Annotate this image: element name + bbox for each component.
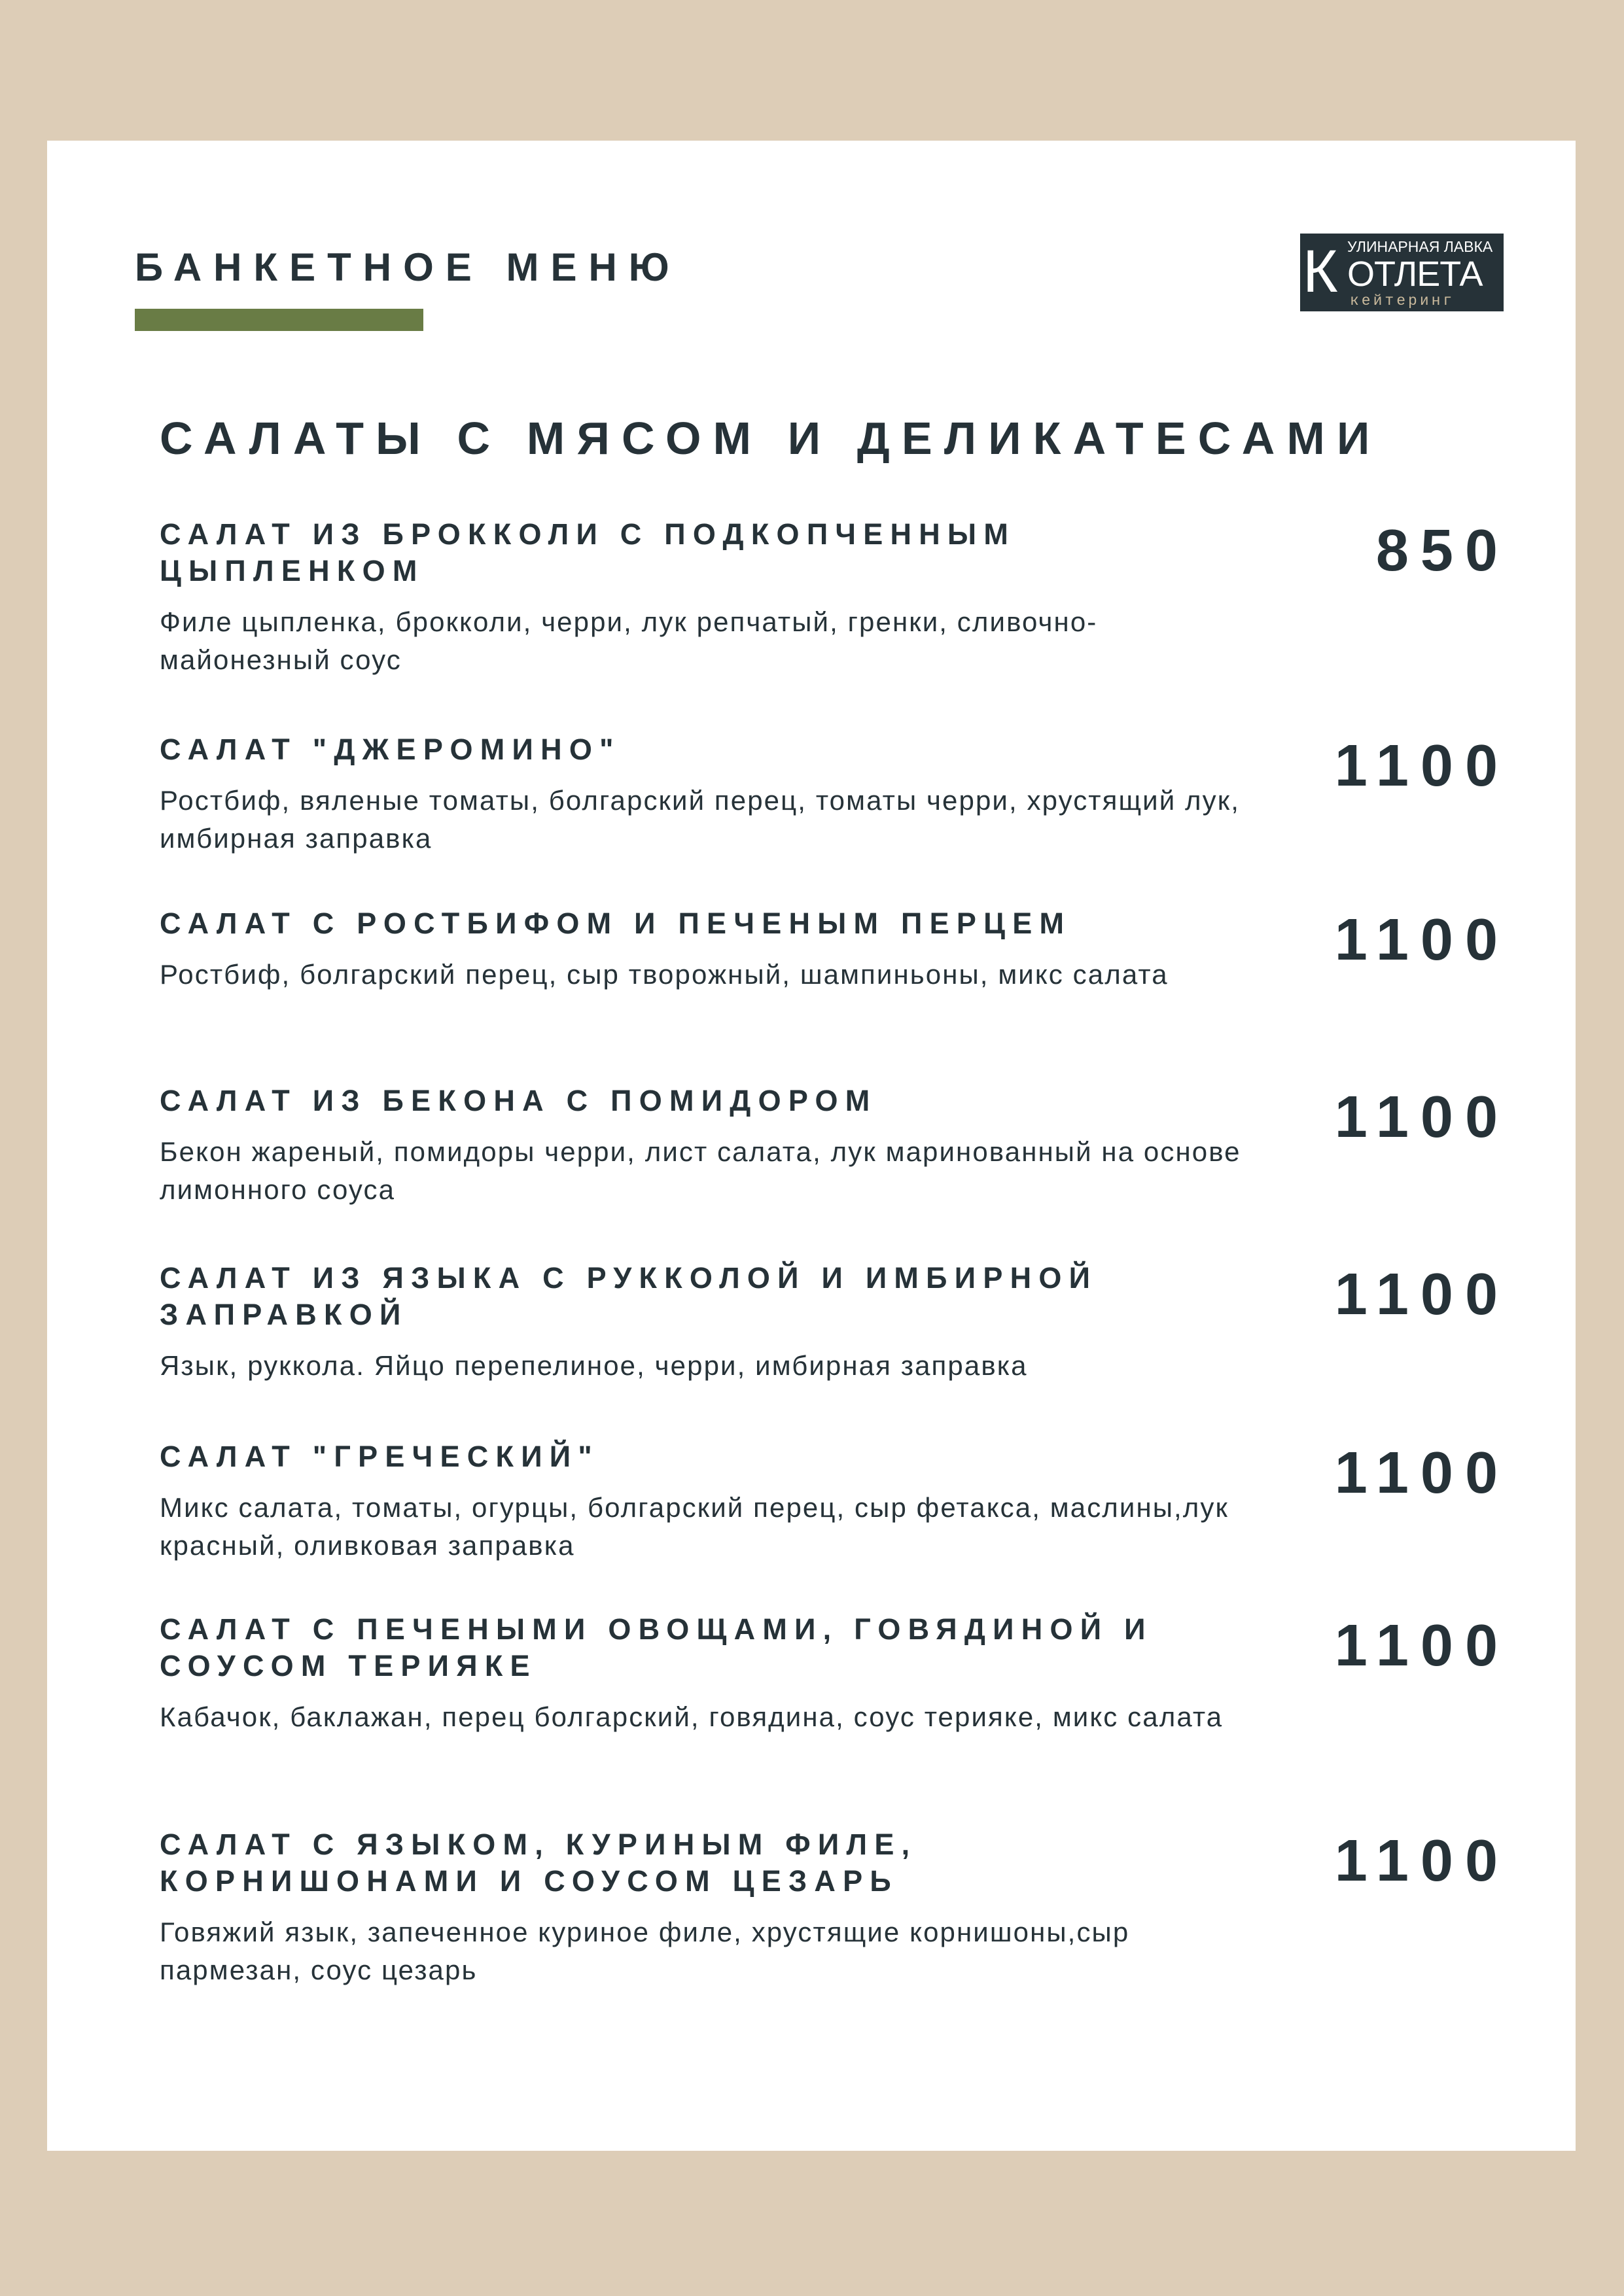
menu-item [160, 1438, 1509, 1565]
menu-item [160, 1826, 1509, 1989]
logo-top-line: УЛИНАРНАЯ ЛАВКА [1347, 238, 1493, 255]
item-name: САЛАТ ИЗ БЕКОНА С ПОМИДОРОМ [160, 1084, 877, 1117]
item-name: САЛАТ "ДЖЕРОМИНО" [160, 733, 621, 766]
logo-big-letter: К [1303, 238, 1338, 305]
menu-item [160, 1611, 1509, 1736]
item-name: САЛАТ ИЗ БРОККОЛИ С ПОДКОПЧЕННЫМ ЦЫПЛЕНКОМ [160, 517, 1016, 587]
logo-sub: кейтеринг [1350, 292, 1455, 309]
item-price: 1100 [1334, 1440, 1509, 1506]
item-description: Язык, руккола. Яйцо перепелиное, черри, имбирная заправка [160, 1350, 1028, 1381]
menu-item [160, 731, 1509, 858]
item-name: САЛАТ С РОСТБИФОМ И ПЕЧЕНЫМ ПЕРЦЕМ [160, 907, 1072, 940]
item-description: Филе цыпленка, брокколи, черри, лук репчатый, гренки, сливочно-майонезный соус [160, 606, 1098, 675]
item-price: 1100 [1334, 1613, 1509, 1679]
kotleta-logo [1300, 234, 1504, 311]
item-name: САЛАТ С ПЕЧЕНЫМИ ОВОЩАМИ, ГОВЯДИНОЙ И СОУСОМ ТЕРИЯКЕ [160, 1612, 1153, 1682]
item-price: 850 [1375, 518, 1509, 583]
menu-title: БАНКЕТНОЕ МЕНЮ [135, 245, 681, 289]
item-description: Ростбиф, вяленые томаты, болгарский перец, томаты черри, хрустящий лук, имбирная заправка [160, 785, 1240, 854]
menu-item [160, 516, 1509, 679]
menu-item [160, 1083, 1509, 1209]
item-description: Говяжий язык, запеченное куриное филе, хрустящие корнишоны,сыр пармезан, соус цезарь [160, 1917, 1130, 1985]
item-price: 1100 [1334, 1085, 1509, 1150]
menu-item [160, 1260, 1509, 1385]
item-description: Кабачок, баклажан, перец болгарский, говядина, соус терияке, микс салата [160, 1701, 1224, 1732]
item-description: Микс салата, томаты, огурцы, болгарский перец, сыр фетакса, маслины,лук красный, оливковая заправка [160, 1492, 1229, 1561]
menu-item [160, 905, 1509, 994]
title-accent-bar [135, 309, 423, 331]
item-price: 1100 [1334, 1828, 1509, 1894]
logo-main: ОТЛЕТА [1347, 254, 1483, 294]
section-title: САЛАТЫ С МЯСОМ И ДЕЛИКАТЕСАМИ [160, 413, 1382, 464]
item-price: 1100 [1334, 733, 1509, 799]
item-name: САЛАТ ИЗ ЯЗЫКА С РУККОЛОЙ И ИМБИРНОЙ ЗАПРАВКОЙ [160, 1261, 1098, 1331]
item-description: Ростбиф, болгарский перец, сыр творожный, шампиньоны, микс салата [160, 959, 1169, 990]
item-price: 1100 [1334, 1262, 1509, 1327]
item-description: Бекон жареный, помидоры черри, лист салата, лук маринованный на основе лимонного соуса [160, 1136, 1241, 1205]
item-name: САЛАТ С ЯЗЫКОМ, КУРИНЫМ ФИЛЕ, КОРНИШОНАМИ И СОУСОМ ЦЕЗАРЬ [160, 1828, 917, 1898]
item-name: САЛАТ "ГРЕЧЕСКИЙ" [160, 1440, 599, 1473]
item-price: 1100 [1334, 907, 1509, 973]
